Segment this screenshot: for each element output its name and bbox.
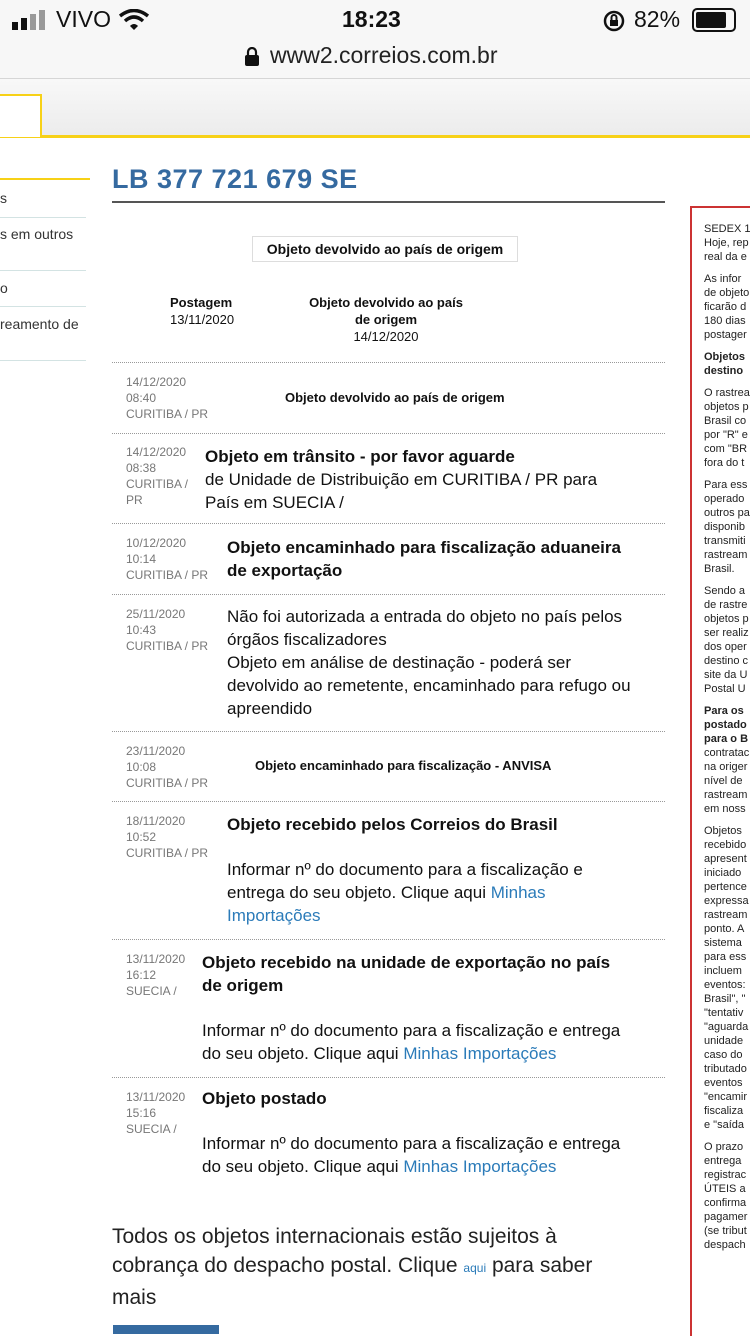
event-date: 13/11/2020 xyxy=(126,1090,186,1104)
info-panel-line xyxy=(704,816,750,824)
event-meta xyxy=(126,374,208,422)
info-panel-line: As infor xyxy=(704,273,742,285)
carrier-label: VIVO xyxy=(56,6,111,32)
info-panel-text xyxy=(692,208,750,1252)
event-info: Informar nº do documento para a fiscalização e xyxy=(227,860,583,879)
info-panel-line xyxy=(704,264,750,272)
event-title: Objeto recebido pelos Correios do Brasil xyxy=(227,815,558,834)
info-panel-line: rastream xyxy=(704,909,748,921)
info-panel-line: "tentativ xyxy=(704,1007,744,1019)
info-panel-line: real da e xyxy=(704,251,747,263)
info-panel-line: Brasil. xyxy=(704,563,735,575)
minhas-importacoes-link[interactable]: Minhas Importações xyxy=(403,1157,557,1176)
event-body xyxy=(202,1087,620,1178)
event-date: 13/11/2020 xyxy=(126,952,186,966)
signal-bar-icon xyxy=(39,10,45,30)
event-body xyxy=(227,536,621,582)
sidebar-item[interactable]: reamento de xyxy=(0,316,86,361)
event-separator xyxy=(112,939,665,940)
footer-line: Todos os objetos internacionais estão sujeitos à xyxy=(112,1225,557,1248)
event-place: PR xyxy=(126,493,143,507)
event-date: 14/12/2020 xyxy=(126,445,187,459)
info-panel-line: em noss xyxy=(704,803,746,815)
info-panel-line: disponib xyxy=(704,521,745,533)
info-panel-line: eventos xyxy=(704,1077,743,1089)
new-search-button[interactable] xyxy=(113,1325,219,1334)
info-panel-line: eventos: xyxy=(704,979,746,991)
info-panel-line: "encamir xyxy=(704,1091,748,1103)
info-panel-line: pagamer xyxy=(704,1211,748,1223)
event-separator xyxy=(112,731,665,732)
info-panel-line: de objeto xyxy=(704,287,750,299)
info-panel-line xyxy=(704,696,750,704)
event-separator xyxy=(112,801,665,802)
info-panel-line: sistema xyxy=(704,937,742,949)
info-panel-line: registrac xyxy=(704,1169,747,1181)
event-place: CURITIBA / PR xyxy=(126,568,209,582)
event-time: 10:52 xyxy=(126,830,157,844)
event-line: apreendido xyxy=(227,699,313,718)
signal-bar-icon xyxy=(30,14,36,30)
info-panel-line: para ess xyxy=(704,951,747,963)
event-meta xyxy=(126,951,185,999)
event-body xyxy=(227,605,631,720)
event-body xyxy=(202,951,620,1065)
status-box: Objeto devolvido ao país de origem xyxy=(252,236,518,262)
sidebar-item[interactable]: s xyxy=(0,190,86,218)
battery-icon xyxy=(692,8,736,32)
info-panel-line: na origer xyxy=(704,761,748,773)
info-panel-line: unidade xyxy=(704,1035,744,1047)
wifi-icon xyxy=(118,9,150,31)
event-time: 10:14 xyxy=(126,552,157,566)
event-time: 08:40 xyxy=(126,391,157,405)
info-panel-line: tributado xyxy=(704,1063,747,1075)
sidebar-item[interactable]: s em outros xyxy=(0,226,86,271)
info-panel-line: destino xyxy=(704,365,744,377)
header-tab[interactable] xyxy=(0,94,42,137)
info-panel-line xyxy=(704,470,750,478)
event-separator xyxy=(112,523,665,524)
info-panel-line: postager xyxy=(704,329,747,341)
info-panel-line: para o B xyxy=(704,733,749,745)
event-title: de origem xyxy=(202,976,284,995)
event-title: de exportação xyxy=(227,561,343,580)
event-title: Objeto em trânsito - por favor aguarde xyxy=(205,447,515,466)
event-place: CURITIBA / xyxy=(126,477,189,491)
info-panel-line: pertence xyxy=(704,881,747,893)
event-place: SUECIA / xyxy=(126,984,177,998)
event-title: Objeto recebido na unidade de exportação no país xyxy=(202,953,611,972)
info-panel-line: transmiti xyxy=(704,535,746,547)
event-title: Objeto encaminhado para fiscalização aduaneira xyxy=(227,538,621,557)
info-panel-line: Para os xyxy=(704,705,744,717)
event-place: CURITIBA / PR xyxy=(126,846,209,860)
minhas-importacoes-link[interactable]: Importações xyxy=(227,906,321,925)
event-info: do seu objeto. Clique aqui xyxy=(202,1044,399,1063)
event-time: 08:38 xyxy=(126,461,157,475)
event-place: CURITIBA / PR xyxy=(126,776,209,790)
event-date: 23/11/2020 xyxy=(126,744,186,758)
info-panel-line: rastream xyxy=(704,789,748,801)
event-separator xyxy=(112,433,665,434)
event-body xyxy=(205,445,597,514)
event-info-line xyxy=(227,881,583,904)
event-info-line xyxy=(202,1155,620,1178)
info-panel-line: "aguarda xyxy=(704,1021,749,1033)
event-meta xyxy=(126,743,208,791)
info-panel-line: de rastre xyxy=(704,599,748,611)
info-panel-line: ponto. A xyxy=(704,923,745,935)
event-line: Não foi autorizada a entrada do objeto no país pelos xyxy=(227,607,623,626)
info-panel-line xyxy=(704,378,750,386)
event-detail: de Unidade de Distribuição em CURITIBA / PR para xyxy=(205,470,598,489)
info-panel-line: Para ess xyxy=(704,479,748,491)
event-time: 10:43 xyxy=(126,623,157,637)
postagem-label: Postagem xyxy=(170,295,233,310)
event-info: entrega do seu objeto. Clique aqui xyxy=(227,883,486,902)
event-title: Objeto encaminhado para fiscalização - ANVISA xyxy=(255,758,552,773)
site-header xyxy=(0,79,750,138)
info-panel-line: por "R" e xyxy=(704,429,748,441)
final-status-date: 14/12/2020 xyxy=(353,329,419,344)
info-panel-line: ser realiz xyxy=(704,627,749,639)
info-panel-line: rastream xyxy=(704,549,748,561)
info-panel-line: O rastrea xyxy=(704,387,750,399)
info-panel-line: Postal U xyxy=(704,683,746,695)
info-panel-line: O prazo xyxy=(704,1141,744,1153)
info-panel-line: entrega xyxy=(704,1155,742,1167)
info-panel-line: objetos p xyxy=(704,401,749,413)
footer-line-2 xyxy=(112,1251,672,1283)
address-bar[interactable] xyxy=(0,40,750,79)
event-info: Informar nº do documento para a fiscalização e entrega xyxy=(202,1134,621,1153)
info-panel-line: outros pa xyxy=(704,507,750,519)
info-panel-line: ficarão d xyxy=(704,301,747,313)
info-panel-line: operado xyxy=(704,493,745,505)
event-separator xyxy=(112,1077,665,1078)
info-panel-line: contratac xyxy=(704,747,750,759)
info-panel-line: Objetos xyxy=(704,351,745,363)
info-panel-line: apresent xyxy=(704,853,747,865)
footer-line: mais xyxy=(112,1286,157,1309)
sidebar-top-rule xyxy=(0,178,90,180)
info-panel-line: 180 dias xyxy=(704,315,746,327)
info-panel-line xyxy=(704,342,750,350)
event-time: 10:08 xyxy=(126,760,157,774)
final-status-label: Objeto devolvido ao país xyxy=(309,295,463,310)
info-panel-line: iniciado xyxy=(704,867,742,879)
url-text[interactable]: www2.correios.com.br xyxy=(270,42,498,68)
lock-icon xyxy=(244,47,260,67)
info-panel-line: incluem xyxy=(704,965,742,977)
event-detail: País em SUECIA / xyxy=(205,493,344,512)
info-panel-line: Hoje, rep xyxy=(704,237,749,249)
info-panel-line: Brasil", " xyxy=(704,993,746,1005)
aqui-link[interactable]: aqui xyxy=(463,1261,487,1275)
event-meta xyxy=(126,813,208,861)
info-panel-line: expressa xyxy=(704,895,749,907)
sidebar-item[interactable]: o xyxy=(0,280,86,307)
event-separator xyxy=(112,594,665,595)
status-bar xyxy=(0,0,750,40)
info-panel-line: com "BR xyxy=(704,443,748,455)
event-meta xyxy=(126,606,208,654)
info-panel xyxy=(690,206,750,1336)
postagem-date: 13/11/2020 xyxy=(170,312,235,327)
footer-text: cobrança do despacho postal. Clique xyxy=(112,1254,458,1277)
battery-percent: 82% xyxy=(634,6,681,32)
event-time: 16:12 xyxy=(126,968,157,982)
signal-bar-icon xyxy=(21,18,27,30)
info-panel-line: nível de xyxy=(704,775,743,787)
footer-note xyxy=(112,1222,672,1312)
event-body xyxy=(227,813,583,927)
event-place: CURITIBA / PR xyxy=(126,407,209,421)
minhas-importacoes-link[interactable]: Minhas xyxy=(490,883,546,902)
info-panel-line: Sendo a xyxy=(704,585,745,597)
event-meta xyxy=(126,444,188,508)
info-panel-line: recebido xyxy=(704,839,747,851)
signal-bar-icon xyxy=(12,22,18,30)
info-panel-line: confirma xyxy=(704,1197,747,1209)
event-date: 10/12/2020 xyxy=(126,536,187,550)
footer-text: para saber xyxy=(491,1254,593,1277)
event-title: Objeto devolvido ao país de origem xyxy=(285,390,505,405)
info-panel-line: objetos p xyxy=(704,613,749,625)
clock-time: 18:23 xyxy=(342,6,401,32)
event-time: 15:16 xyxy=(126,1106,157,1120)
event-meta xyxy=(126,1089,185,1137)
info-panel-line: site da U xyxy=(704,669,748,681)
final-status-label-2: de origem xyxy=(354,312,418,327)
event-line: devolvido ao remetente, encaminhado para refugo ou xyxy=(227,676,631,695)
tracking-code-title: LB 377 721 679 SE xyxy=(112,164,358,194)
event-date: 14/12/2020 xyxy=(126,375,187,389)
event-separator xyxy=(112,362,665,363)
event-line: órgãos fiscalizadores xyxy=(227,630,387,649)
info-panel-line: (se tribut xyxy=(704,1225,747,1237)
info-panel-line: ÚTEIS a xyxy=(704,1183,746,1195)
minhas-importacoes-link[interactable]: Minhas Importações xyxy=(403,1044,557,1063)
info-panel-line: Objetos xyxy=(704,825,742,837)
info-panel-line xyxy=(704,576,750,584)
info-panel-line: fora do t xyxy=(704,457,745,469)
event-place: SUECIA / xyxy=(126,1122,177,1136)
info-panel-line: destino c xyxy=(704,655,749,667)
event-title: Objeto postado xyxy=(202,1089,327,1108)
info-panel-line: postado xyxy=(704,719,747,731)
info-panel-line: despach xyxy=(704,1239,746,1251)
info-panel-line: e "saída xyxy=(704,1119,744,1131)
event-info: do seu objeto. Clique aqui xyxy=(202,1157,399,1176)
info-panel-line xyxy=(704,1132,750,1140)
info-panel-line: fiscaliza xyxy=(704,1105,744,1117)
event-date: 18/11/2020 xyxy=(126,814,186,828)
title-underline xyxy=(112,201,665,203)
event-line: Objeto em análise de destinação - poderá ser xyxy=(227,653,571,672)
event-info: Informar nº do documento para a fiscalização e entrega xyxy=(202,1021,621,1040)
event-date: 25/11/2020 xyxy=(126,607,186,621)
rotation-lock-icon xyxy=(602,9,626,33)
info-panel-line: Brasil co xyxy=(704,415,747,427)
info-panel-line: SEDEX 1 xyxy=(704,223,750,235)
event-place: CURITIBA / PR xyxy=(126,639,209,653)
info-panel-line: caso do xyxy=(704,1049,743,1061)
event-info-line xyxy=(202,1042,620,1065)
event-meta xyxy=(126,535,208,583)
info-panel-line: dos oper xyxy=(704,641,747,653)
